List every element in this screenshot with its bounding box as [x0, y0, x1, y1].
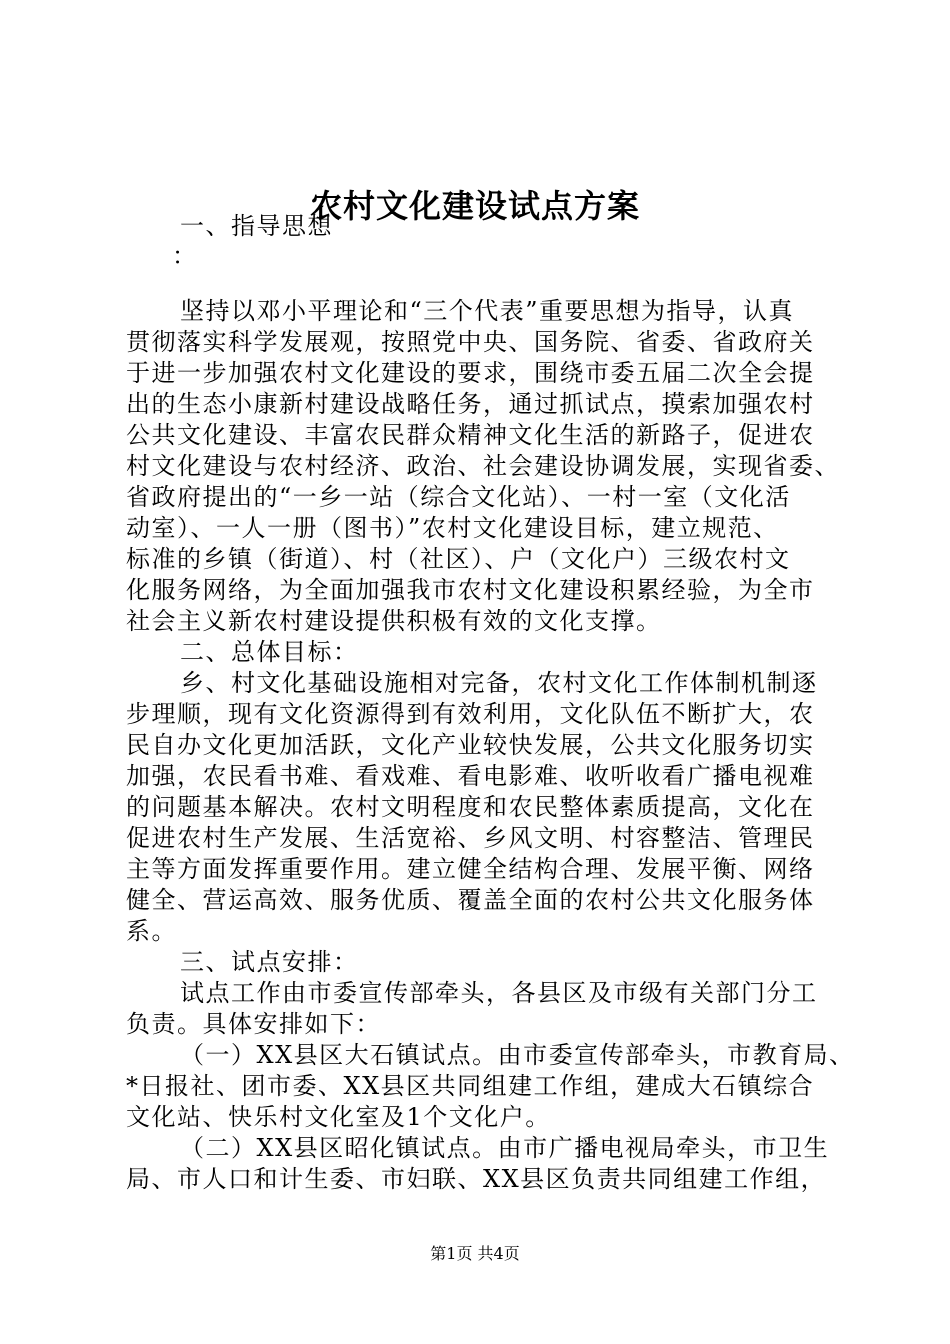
text-line: 加强，农民看书难、看戏难、看电影难、收听收看广播电视难 [126, 762, 815, 790]
text-line: 于进一步加强农村文化建设的要求，围绕市委五届二次全会提 [126, 359, 815, 387]
text-line: 主等方面发挥重要作用。建立健全结构合理、发展平衡、网络 [126, 855, 815, 883]
text-line: *日报社、团市委、XX县区共同组建工作组，建成大石镇综合 [126, 1072, 815, 1100]
text-line: 村文化建设与农村经济、政治、社会建设协调发展，实现省委、 [126, 452, 840, 480]
document-title: 农村文化建设试点方案 [309, 187, 640, 225]
text-line: 局、市人口和计生委、市妇联、XX县区负责共同组建工作组， [126, 1165, 827, 1193]
text-line: 公共文化建设、丰富农民群众精神文化生活的新路子，促进农 [126, 421, 815, 449]
text-line: 标准的乡镇（街道）、村（社区）、户（文化户）三级农村文 [126, 545, 791, 573]
text-line: （二）XX县区昭化镇试点。由市广播电视局牵头，市卫生 [180, 1134, 830, 1162]
section-heading-guiding-thought: 一、指导思想 [180, 212, 333, 240]
text-line: 化服务网络，为全面加强我市农村文化建设积累经验，为全市 [126, 576, 815, 604]
text-line: 省政府提出的“一乡一站（综合文化站）、一村一室（文化活 [126, 483, 791, 511]
section-heading-pilot-arrangement: 三、试点安排： [180, 948, 359, 976]
text-line: 系。 [126, 917, 177, 945]
text-line: 文化站、快乐村文化室及1个文化户。 [126, 1103, 551, 1131]
text-line: 步理顺，现有文化资源得到有效利用，文化队伍不断扩大，农 [126, 700, 815, 728]
text-line: 民自办文化更加活跃，文化产业较快发展，公共文化服务切实 [126, 731, 815, 759]
text-line: 社会主义新农村建设提供积极有效的文化支撑。 [126, 607, 662, 635]
text-line: 的问题基本解决。农村文明程度和农民整体素质提高，文化在 [126, 793, 815, 821]
text-line: ： [172, 242, 198, 270]
text-line: 乡、村文化基础设施相对完备，农村文化工作体制机制逐 [180, 669, 818, 697]
section-heading-overall-goal: 二、总体目标： [180, 638, 359, 666]
text-line: 贯彻落实科学发展观，按照党中央、国务院、省委、省政府关 [126, 328, 815, 356]
text-line: 负责。具体安排如下： [126, 1010, 381, 1038]
text-line: 坚持以邓小平理论和“三个代表”重要思想为指导，认真 [180, 297, 795, 325]
text-line: 动室）、一人一册（图书）”农村文化建设目标，建立规范、 [126, 514, 779, 542]
text-line: 出的生态小康新村建设战略任务，通过抓试点，摸索加强农村 [126, 390, 815, 418]
text-line: 健全、营运高效、服务优质、覆盖全面的农村公共文化服务体 [126, 886, 815, 914]
text-line: 试点工作由市委宣传部牵头，各县区及市级有关部门分工 [180, 979, 818, 1007]
text-line: 促进农村生产发展、生活宽裕、乡风文明、村容整洁、管理民 [126, 824, 815, 852]
text-line: （一）XX县区大石镇试点。由市委宣传部牵头，市教育局、 [180, 1041, 855, 1069]
page-footer: 第1页 共4页 [430, 1244, 520, 1263]
